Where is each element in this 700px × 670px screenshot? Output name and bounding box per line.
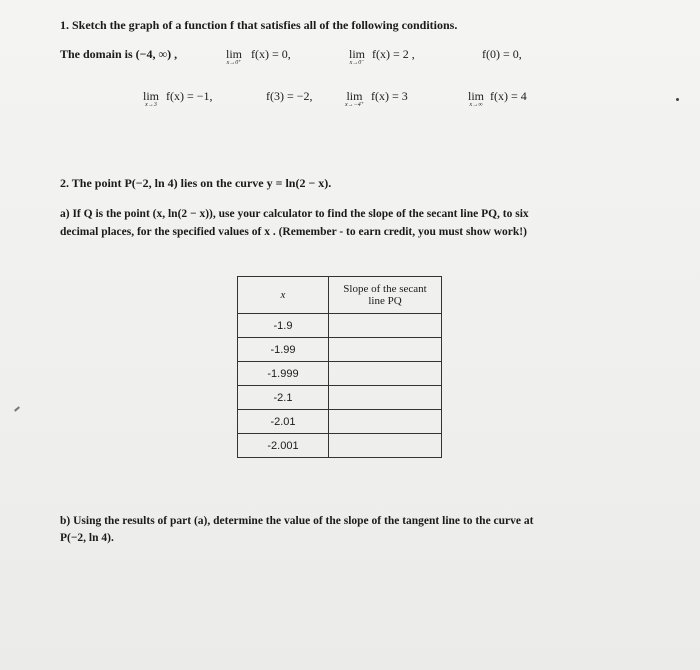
- x-value-cell: -2.01: [238, 410, 329, 434]
- lim-subscript: x→0⁻: [349, 60, 365, 66]
- q2b-line-1: b) Using the results of part (a), determine the value of the slope of the tangent line to the curve at: [60, 515, 534, 527]
- q1-limit-4: [345, 90, 364, 109]
- table-row: [238, 338, 442, 362]
- lim-word: lim: [468, 89, 485, 103]
- q1-limit-2: [349, 48, 365, 67]
- x-value-cell: -1.99: [238, 338, 329, 362]
- slope-answer-cell[interactable]: [329, 410, 442, 434]
- q1-f0: f(0) = 0,: [482, 47, 522, 61]
- q1-f3: f(3) = −2,: [266, 89, 313, 103]
- lim-word: lim: [143, 89, 160, 103]
- table-row: [238, 410, 442, 434]
- x-value-cell: -1.999: [238, 362, 329, 386]
- lim-word: lim: [349, 47, 366, 61]
- lim-subscript: x→0⁺: [226, 60, 242, 66]
- slope-answer-cell[interactable]: [329, 314, 442, 338]
- q2-heading: 2. The point P(−2, ln 4) lies on the curve y = ln(2 − x).: [60, 176, 332, 190]
- slope-answer-cell[interactable]: [329, 434, 442, 458]
- secant-slope-table: [237, 276, 442, 458]
- stray-dot: [676, 98, 679, 101]
- q1-limit-5-expr: f(x) = 4: [490, 89, 527, 103]
- q1-heading: 1. Sketch the graph of a function f that satisfies all of the following conditions.: [60, 18, 458, 32]
- stray-mark: [14, 406, 20, 411]
- lim-subscript: x→−4⁺: [345, 102, 364, 108]
- slope-answer-cell[interactable]: [329, 338, 442, 362]
- x-value-cell: -1.9: [238, 314, 329, 338]
- lim-subscript: x→∞: [469, 102, 483, 108]
- lim-word: lim: [226, 47, 243, 61]
- header-x: x: [238, 277, 329, 314]
- lim-subscript: x→3: [145, 102, 157, 108]
- q1-limit-1-expr: f(x) = 0,: [251, 47, 291, 61]
- q1-limit-3-expr: f(x) = −1,: [166, 89, 213, 103]
- table-row: [238, 386, 442, 410]
- q1-domain: The domain is (−4, ∞) ,: [60, 47, 178, 61]
- q1-limit-4-expr: f(x) = 3: [371, 89, 408, 103]
- header-slope: Slope of the secant line PQ: [329, 277, 442, 314]
- q1-limit-3: [143, 90, 159, 109]
- q1-limit-5: [468, 90, 484, 109]
- slope-answer-cell[interactable]: [329, 386, 442, 410]
- x-value-cell: -2.1: [238, 386, 329, 410]
- table-row: [238, 314, 442, 338]
- table-header-row: [238, 277, 442, 314]
- q2a-line-2: decimal places, for the specified values of x . (Remember - to earn credit, you must show work!): [60, 226, 527, 238]
- table-row: [238, 362, 442, 386]
- x-value-cell: -2.001: [238, 434, 329, 458]
- q1-limit-1: [226, 48, 242, 67]
- lim-word: lim: [346, 89, 363, 103]
- table-row: [238, 434, 442, 458]
- slope-answer-cell[interactable]: [329, 362, 442, 386]
- q2a-line-1: a) If Q is the point (x, ln(2 − x)), use your calculator to find the slope of the secant line PQ, to six: [60, 208, 529, 220]
- q2b-line-2: P(−2, ln 4).: [60, 532, 114, 544]
- q1-limit-2-expr: f(x) = 2 ,: [372, 47, 415, 61]
